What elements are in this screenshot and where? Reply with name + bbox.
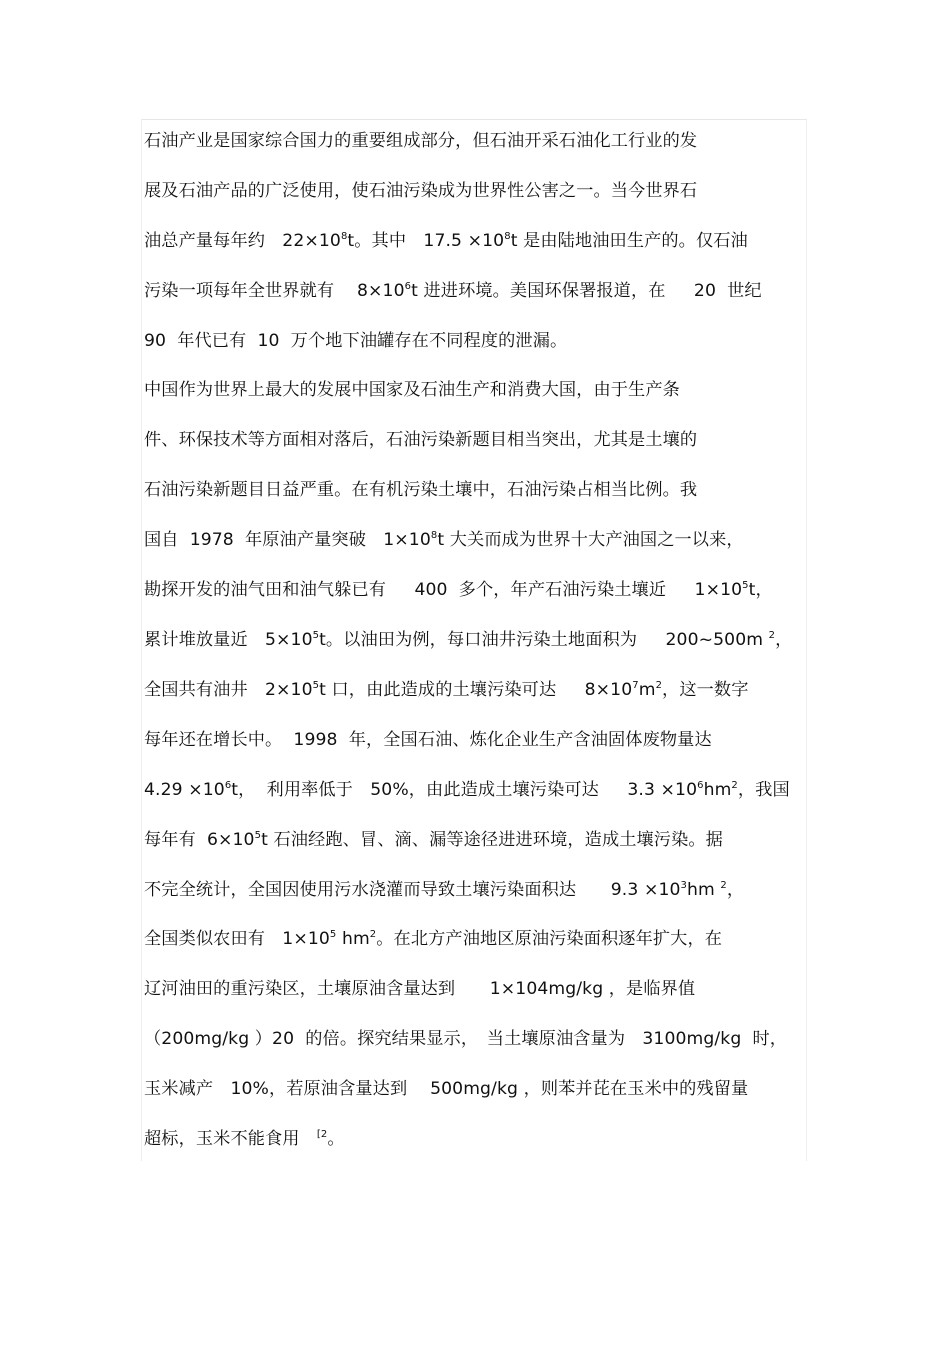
text-line: 辽河油田的重污染区，土壤原油含量达到 1×104mg/kg ，是临界值 xyxy=(144,979,696,999)
text-line: 每年还在增长中。 1998 年，全国石油、炼化企业生产含油固体废物量达 xyxy=(144,730,712,750)
text-line: 全国类似农田有 $1\times 10^5$ $hm^2$。在北方产油地区原油污染面积逐年扩大，在 xyxy=(144,929,723,949)
text-line: 油总产量每年约 $22\times 10^8t$。其中 $17.5 \times 10^8t$ 是由陆地油田生产的。仅石油 xyxy=(144,231,748,251)
text-line: 全国共有油井 $2\times 10^5t$ 口，由此造成的土壤污染可达 $8\times 10^7m^2$，这一数字 xyxy=(144,680,749,700)
text-line: 件、环保技术等方面相对落后，石油污染新题目相当突出，尤其是土壤的 xyxy=(144,430,698,450)
text-line: 玉米减产 10%，若原油含量达到 500mg/kg ，则苯并芘在玉米中的残留量 xyxy=(144,1079,749,1099)
text-line: 国自 1978 年原油产量突破 $1\times 10^8t$ 大关而成为世界十大产油国之一以来， xyxy=(144,530,744,550)
text-line: 中国作为世界上最大的发展中国家及石油生产和消费大国，由于生产条 xyxy=(144,380,680,400)
text-line: 90 年代已有 10 万个地下油罐存在不同程度的泄漏。 xyxy=(144,331,568,351)
text-line: （200mg/kg ）20 的倍。探究结果显示， 当土壤原油含量为 3100mg/kg 时， xyxy=(144,1029,788,1049)
text-line: 每年有 $6\times 10^5t$ 石油经跑、冒、滴、漏等途径进进环境，造成土壤污染。据 xyxy=(144,830,723,850)
text-line: 超标，玉米不能食用 $^{[2}$。 xyxy=(144,1129,345,1149)
text-line: 勘探开发的油气田和油气躲已有 400 多个，年产石油污染土壤近 $1\times 10^5t$， xyxy=(144,580,773,600)
text-line: 污染一项每年全世界就有 $8\times 10^6t$ 进进环境。美国环保署报道，在 20 世纪 xyxy=(144,281,762,301)
text-line: 累计堆放量近 $5\times 10^5t$。以油田为例，每口油井污染土地面积为 200~500m $^2$， xyxy=(144,630,793,650)
text-line: 不完全统计，全国因使用污水浇灌而导致土壤污染面积达 $9.3 \times 10^3hm$ $^2$， xyxy=(144,880,745,900)
text-line: 石油产业是国家综合国力的重要组成部分，但石油开采石油化工行业的发 xyxy=(144,131,698,151)
text-line: 石油污染新题目日益严重。在有机污染土壤中，石油污染占相当比例。我 xyxy=(144,480,698,500)
text-line: 展及石油产品的广泛使用，使石油污染成为世界性公害之一。当今世界石 xyxy=(144,181,698,201)
text-line: $4.29 \times 10^6t$， 利用率低于 50%，由此造成土壤污染可达 $3.3 \times 10^6hm^2$，我国 xyxy=(144,780,790,800)
